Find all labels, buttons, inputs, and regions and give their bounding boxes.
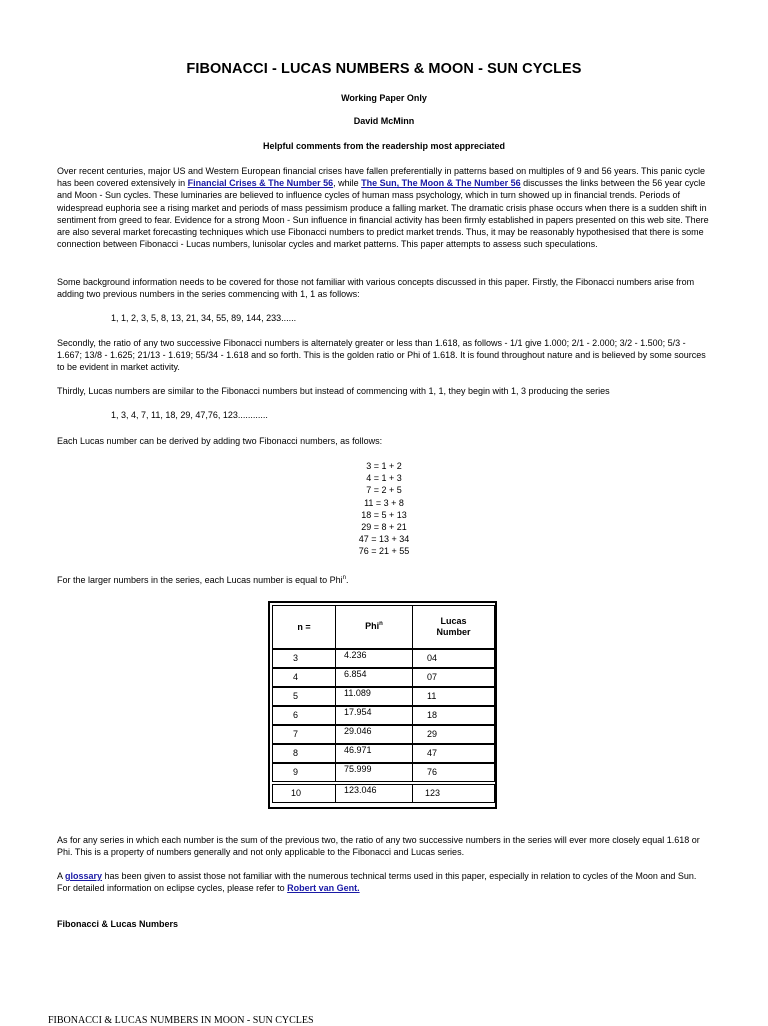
cell-n: 8	[293, 748, 299, 758]
column-divider	[412, 688, 413, 705]
equation: 11 = 3 + 8	[364, 497, 404, 508]
cell-phi: 46.971	[344, 745, 372, 755]
cell-phi: 4.236	[344, 650, 367, 660]
column-divider	[335, 764, 336, 781]
phi-power-sup: n	[342, 575, 346, 581]
table-row	[272, 649, 495, 668]
lucas-phi-table	[268, 601, 497, 809]
fibonacci-series: 1, 1, 2, 3, 5, 8, 13, 21, 34, 55, 89, 144, 233......	[111, 313, 297, 323]
equation: 47 = 13 + 34	[358, 534, 410, 545]
phi-power-paragraph	[57, 574, 712, 586]
intro-text-mid: , while	[333, 178, 362, 189]
cell-lucas: 07	[427, 672, 438, 682]
intro-text-post: discusses the links between the 56 year cycle and Moon - Sun cycles. These luminaries are believed to influence cycles of human mass psychology, which in turn showed up in financial trends. Periods of widespread euphoria see a rising market and periods of mass pessimism produce a falling market. The dramatic crisis phase occurs when there is a sudden shift in sentiment from greed to fear. Evidence for a strong Moon - Sun influence in financial activity has been firmly established in papers presented on this web site. There are also several market forecasting techniques which use Fibonacci numbers to predict market trends. Thus, it may be reasonably hypothesised that there is some connection between Fibonacci - Lucas numbers, lunisolar cycles and market patterns. This paper attempts to assess such speculations.	[57, 178, 709, 250]
column-divider	[412, 669, 413, 686]
equation: 4 = 1 + 3	[366, 473, 402, 484]
table-row	[272, 725, 495, 744]
header-phi	[336, 621, 412, 631]
table-row	[272, 744, 495, 763]
next-page-heading: FIBONACCI & LUCAS NUMBERS IN MOON - SUN CYCLES	[48, 1015, 314, 1026]
phi-power-text: For the larger numbers in the series, each Lucas number is equal to Phi	[57, 575, 343, 585]
equation: 3 = 1 + 2	[366, 461, 402, 471]
cell-phi: 17.954	[344, 707, 372, 717]
subtitle: Working Paper Only	[341, 93, 427, 103]
column-divider	[335, 707, 336, 724]
series-ratio-paragraph: As for any series in which each number is the sum of the previous two, the ratio of any two successive numbers in the series will ever more closely equal 1.618 or Phi. This is a property of numbers generally and not only applicable to the Fibonacci and Lucas series.	[57, 835, 700, 858]
column-divider	[412, 785, 413, 802]
column-divider	[335, 650, 336, 667]
glossary-link[interactable]: glossary	[65, 871, 103, 881]
cell-lucas: 47	[427, 748, 438, 758]
glossary-paragraph	[57, 870, 712, 894]
column-divider	[335, 726, 336, 743]
cell-n: 10	[291, 788, 302, 798]
column-divider	[335, 745, 336, 762]
equation: 29 = 8 + 21	[361, 521, 407, 532]
column-divider	[412, 650, 413, 667]
cell-phi: 123.046	[344, 785, 377, 795]
column-divider	[412, 726, 413, 743]
lucas-derivation-paragraph: Each Lucas number can be derived by adding two Fibonacci numbers, as follows:	[57, 436, 383, 446]
column-divider	[335, 688, 336, 705]
header-phi-text: Phi	[365, 621, 380, 631]
cell-n: 7	[293, 729, 299, 739]
cell-phi: 29.046	[344, 726, 372, 736]
author: David McMinn	[353, 116, 415, 126]
lucas-equations	[300, 460, 468, 558]
intro-paragraph	[57, 165, 712, 250]
lucas-intro-paragraph: Thirdly, Lucas numbers are similar to the Fibonacci numbers but instead of commencing with 1, 1, they begin with 1, 3 producing the series	[57, 386, 610, 396]
header-lucas-line2: Number	[436, 627, 471, 637]
cell-n: 6	[293, 710, 299, 720]
cell-phi: 75.999	[344, 764, 372, 774]
cell-phi: 6.854	[344, 669, 367, 679]
cell-lucas: 11	[427, 691, 437, 701]
header-lucas	[413, 616, 494, 638]
glossary-text-pre: A	[57, 871, 66, 881]
table-row	[272, 706, 495, 725]
page-title: FIBONACCI - LUCAS NUMBERS & MOON - SUN CYCLES	[186, 61, 582, 77]
comments-note: Helpful comments from the readership most appreciated	[262, 141, 506, 151]
cell-lucas: 18	[427, 710, 438, 720]
cell-phi: 11.089	[344, 688, 371, 698]
column-divider	[412, 745, 413, 762]
table-row	[272, 668, 495, 687]
intro-text-pre: Over recent centuries, major US and Western European financial crises have fallen preferentially in patterns based on multiples of 9 and 56 years. This panic cycle has been covered extensively in	[57, 166, 706, 189]
glossary-text-mid: has been given to assist those not familiar with the numerous technical terms used in this paper, especially in relation to cycles of the Moon and Sun. For detailed information on eclipse cycles, please refer to	[57, 871, 697, 894]
financial-crises-link[interactable]: Financial Crises & The Number 56	[187, 178, 334, 189]
sun-moon-56-link[interactable]: The Sun, The Moon & The Number 56	[361, 178, 521, 189]
equation: 18 = 5 + 13	[361, 509, 407, 520]
column-divider	[412, 764, 413, 781]
phi-power-end: .	[346, 575, 349, 585]
header-n: n =	[297, 622, 311, 632]
column-divider	[335, 669, 336, 686]
column-divider	[412, 707, 413, 724]
cell-lucas: 29	[427, 729, 438, 739]
cell-n: 3	[293, 653, 299, 663]
table-row	[272, 784, 495, 803]
cell-n: 4	[293, 672, 299, 682]
column-divider	[335, 785, 336, 802]
ratio-paragraph: Secondly, the ratio of any two successive Fibonacci numbers is alternately greater or less than 1.618, as follows - 1/1 give 1.000; 2/1 - 2.000; 3/2 - 1.500; 5/3 - 1.667; 13/8 - 1.625; 21/13 - 1.619; 55/34 - 1.618 and so forth. This is the golden ratio or Phi of 1.618. It is found throughout nature and is believed by some sources to be evident in market activity.	[57, 338, 706, 373]
cell-n: 9	[293, 767, 299, 777]
cell-lucas: 04	[427, 653, 438, 663]
background-paragraph: Some background information needs to be covered for those not familiar with various concepts discussed in this paper. Firstly, the Fibonacci numbers arise from adding two previous numbers in the series commencing with 1, 1 as follows:	[57, 277, 695, 300]
cell-lucas: 76	[427, 767, 438, 777]
table-row	[272, 763, 495, 782]
cell-lucas: 123	[425, 788, 441, 798]
robert-van-gent-link[interactable]: Robert van Gent.	[287, 883, 360, 894]
equation: 76 = 21 + 55	[358, 546, 410, 557]
lucas-series: 1, 3, 4, 7, 11, 18, 29, 47,76, 123............	[111, 410, 268, 420]
header-lucas-line1: Lucas	[440, 616, 467, 626]
equation: 7 = 2 + 5	[366, 485, 402, 496]
table-header-row	[272, 605, 495, 649]
header-phi-sup: n	[379, 621, 383, 627]
table-row	[272, 687, 495, 706]
section-heading: Fibonacci & Lucas Numbers	[57, 919, 179, 929]
cell-n: 5	[293, 691, 299, 701]
